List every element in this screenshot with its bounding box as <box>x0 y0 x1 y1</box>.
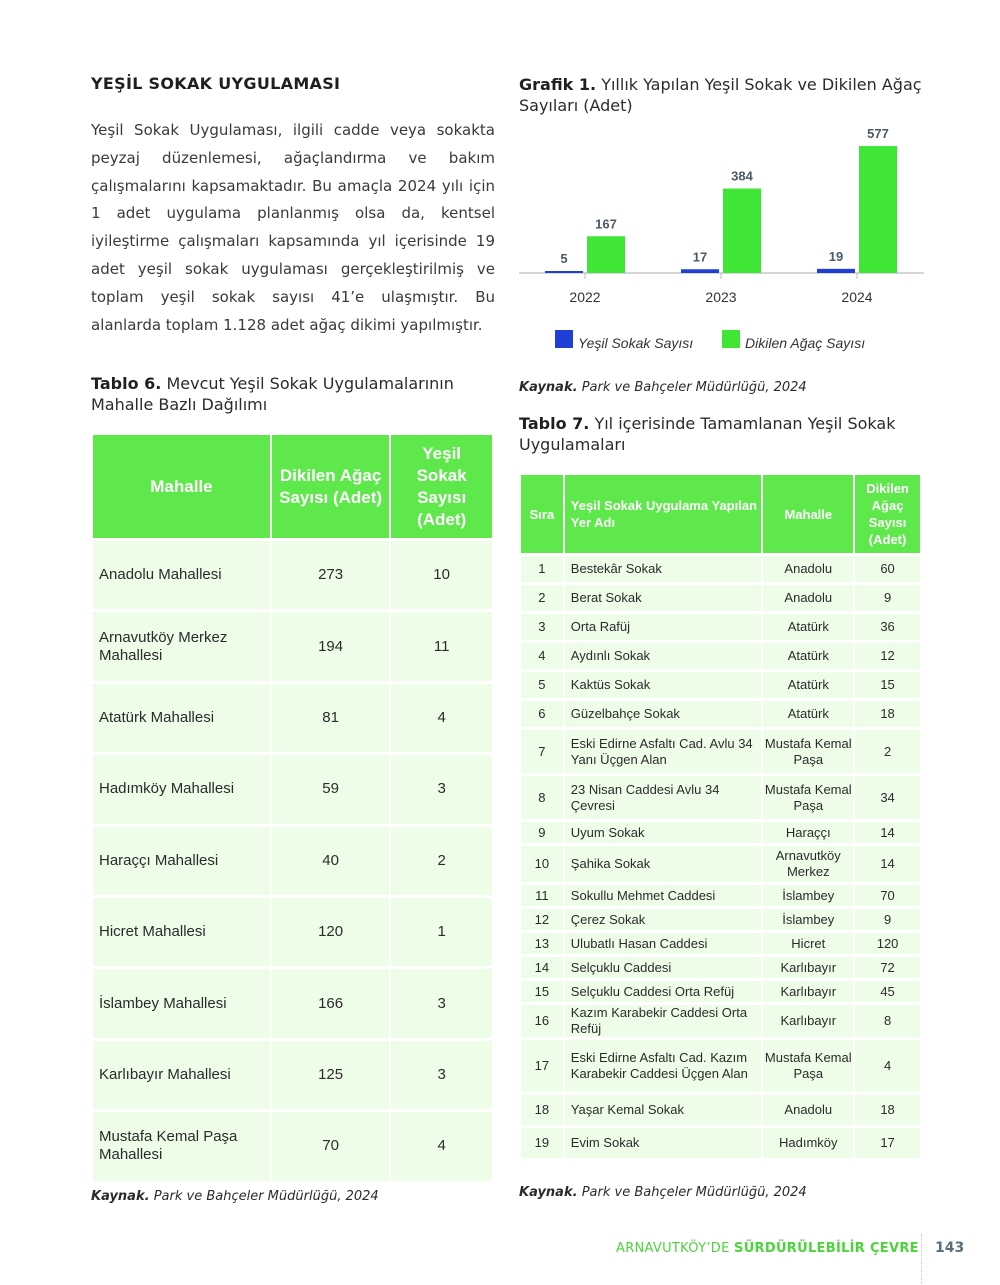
table7-cell-sira: 7 <box>521 730 563 773</box>
table7-row <box>521 909 920 930</box>
table7-row <box>521 957 920 978</box>
table6-cell-agac: 194 <box>272 612 389 680</box>
table7-cell-agac: 18 <box>855 701 920 727</box>
footer-bold: SÜRDÜRÜLEBİLİR ÇEVRE <box>734 1241 919 1256</box>
table6-header-mahalle: Mahalle <box>93 435 270 538</box>
table6-cell-mahalle: Hicret Mahallesi <box>93 898 270 966</box>
table7-cell-yer: Selçuklu Caddesi <box>565 957 762 978</box>
table7-cell-yer: Eski Edirne Asfaltı Cad. Avlu 34 Yanı Üçgen Alan <box>565 730 762 773</box>
table6-cell-sokak: 4 <box>391 1112 492 1180</box>
table7-cell-mahalle: Arnavutköy Merkez <box>763 846 853 882</box>
table7-cell-mahalle: Hadımköy <box>763 1128 853 1158</box>
table7-cell-sira: 13 <box>521 933 563 954</box>
table7-source-text: Park ve Bahçeler Müdürlüğü, 2024 <box>581 1185 807 1200</box>
legend-swatch-dikilen-agac <box>722 330 740 348</box>
table7-cell-yer: Evim Sokak <box>565 1128 762 1158</box>
table6-cell-mahalle: Haraççı Mahallesi <box>93 827 270 895</box>
data-label: 577 <box>867 126 889 142</box>
table6-cell-agac: 125 <box>272 1041 389 1109</box>
table6-cell-agac: 273 <box>272 541 389 609</box>
table7-cell-yer: Kazım Karabekir Caddesi Orta Refüj <box>565 1005 762 1037</box>
table7-header-mahalle: Mahalle <box>763 475 853 553</box>
table7-cell-agac: 9 <box>855 909 920 930</box>
table7-header-row <box>521 475 920 553</box>
table7-header-sira: Sıra <box>521 475 563 553</box>
data-label: 19 <box>828 248 844 264</box>
table7-cell-agac: 34 <box>855 776 920 819</box>
chart-caption-label: Grafik 1. <box>519 75 597 94</box>
legend-label-dikilen-agac: Dikilen Ağaç Sayısı <box>745 335 866 351</box>
table7-cell-mahalle: Atatürk <box>763 614 853 640</box>
bar-chart <box>519 122 929 362</box>
table7-cell-mahalle: Mustafa Kemal Paşa <box>763 776 853 819</box>
chart-source <box>519 380 807 395</box>
table6-cell-agac: 81 <box>272 684 389 752</box>
chart-source-label: Kaynak. <box>519 380 578 395</box>
table6-cell-sokak: 3 <box>391 969 492 1037</box>
table6-cell-agac: 59 <box>272 755 389 823</box>
table6-caption-text: Mevcut Yeşil Sokak Uygulamalarının Mahalle Bazlı Dağılımı <box>91 374 454 414</box>
table7-cell-sira: 1 <box>521 556 563 582</box>
x-tick-label: 2022 <box>569 289 601 305</box>
table7 <box>519 472 922 1161</box>
bar-yesil-sokak <box>545 271 583 273</box>
table7-row <box>521 701 920 727</box>
table7-cell-yer: Aydınlı Sokak <box>565 643 762 669</box>
table6-cell-mahalle: Atatürk Mahallesi <box>93 684 270 752</box>
table6-row <box>93 1112 492 1180</box>
table7-cell-yer: Kaktüs Sokak <box>565 672 762 698</box>
table7-cell-sira: 11 <box>521 885 563 906</box>
table7-row <box>521 730 920 773</box>
table7-cell-yer: Sokullu Mehmet Caddesi <box>565 885 762 906</box>
legend-swatch-yesil-sokak <box>555 330 573 348</box>
table7-cell-agac: 17 <box>855 1128 920 1158</box>
table7-row <box>521 776 920 819</box>
table6-body <box>93 541 492 1181</box>
table7-row <box>521 643 920 669</box>
table6-row <box>93 755 492 823</box>
chart-caption <box>519 74 929 116</box>
bar-dikilen-agac <box>723 189 761 273</box>
x-tick-label: 2024 <box>841 289 873 305</box>
table7-cell-agac: 72 <box>855 957 920 978</box>
data-label: 167 <box>595 216 617 232</box>
table6-cell-agac: 70 <box>272 1112 389 1180</box>
table7-cell-mahalle: Anadolu <box>763 1095 853 1125</box>
table7-row <box>521 933 920 954</box>
table7-cell-yer: Berat Sokak <box>565 585 762 611</box>
table7-cell-agac: 14 <box>855 846 920 882</box>
table7-cell-agac: 60 <box>855 556 920 582</box>
table6-caption-label: Tablo 6. <box>91 374 162 393</box>
table7-cell-mahalle: Karlıbayır <box>763 1005 853 1037</box>
table7-row <box>521 1128 920 1158</box>
table6-caption <box>91 373 495 415</box>
table7-cell-yer: Güzelbahçe Sokak <box>565 701 762 727</box>
table7-cell-agac: 45 <box>855 981 920 1002</box>
table6-cell-agac: 120 <box>272 898 389 966</box>
legend-label-yesil-sokak: Yeşil Sokak Sayısı <box>578 335 694 351</box>
table6-row <box>93 612 492 680</box>
table7-cell-sira: 3 <box>521 614 563 640</box>
table7-cell-agac: 18 <box>855 1095 920 1125</box>
table7-caption-text: Yıl içerisinde Tamamlanan Yeşil Sokak Uygulamaları <box>519 414 896 454</box>
table6-source <box>91 1189 379 1204</box>
table7-cell-agac: 36 <box>855 614 920 640</box>
bar-dikilen-agac <box>859 146 897 273</box>
data-label: 384 <box>731 168 753 184</box>
footer-divider <box>921 1234 922 1284</box>
table6-cell-sokak: 10 <box>391 541 492 609</box>
table6-cell-agac: 166 <box>272 969 389 1037</box>
table7-cell-sira: 17 <box>521 1040 563 1092</box>
table7-cell-mahalle: İslambey <box>763 909 853 930</box>
table6-row <box>93 684 492 752</box>
page-number: 143 <box>935 1240 965 1256</box>
table7-cell-sira: 16 <box>521 1005 563 1037</box>
table7-cell-sira: 8 <box>521 776 563 819</box>
table6-header-agac: Dikilen Ağaç Sayısı (Adet) <box>272 435 389 538</box>
table7-cell-agac: 70 <box>855 885 920 906</box>
table7-cell-agac: 9 <box>855 585 920 611</box>
table7-cell-yer: Yaşar Kemal Sokak <box>565 1095 762 1125</box>
table6-row <box>93 1041 492 1109</box>
body-paragraph: Yeşil Sokak Uygulaması, ilgili cadde veya sokakta peyzaj düzenlemesi, ağaçlandırma ve bakım çalışmalarını kapsamaktadır. Bu amaçla 2024 yılı için 1 adet uygulama planlanmış olsa da, kentsel iyileştirme çalışmaları kapsamında yıl içerisinde 19 adet yeşil sokak uygulaması gerçekleştirilmiş ve toplam yeşil sokak sayısı 41’e ulaşmıştır. Bu alanlarda toplam 1.128 adet ağaç dikimi yapılmıştır. <box>91 121 495 334</box>
footer-title <box>616 1241 919 1256</box>
table7-body <box>521 556 920 1158</box>
table6-header-row <box>93 435 492 538</box>
table7-cell-sira: 15 <box>521 981 563 1002</box>
table7-cell-mahalle: Mustafa Kemal Paşa <box>763 1040 853 1092</box>
data-label: 5 <box>560 251 568 266</box>
table7-cell-sira: 19 <box>521 1128 563 1158</box>
table7-row <box>521 885 920 906</box>
table7-cell-mahalle: Hicret <box>763 933 853 954</box>
chart-caption-text: Yıllık Yapılan Yeşil Sokak ve Dikilen Ağaç Sayıları (Adet) <box>519 75 922 115</box>
table6-source-text: Park ve Bahçeler Müdürlüğü, 2024 <box>153 1189 379 1204</box>
table7-cell-mahalle: İslambey <box>763 885 853 906</box>
table7-row <box>521 1040 920 1092</box>
table7-row <box>521 1095 920 1125</box>
table6-row <box>93 827 492 895</box>
data-label: 17 <box>692 249 708 265</box>
table7-header-yer: Yeşil Sokak Uygulama Yapılan Yer Adı <box>565 475 762 553</box>
table7-cell-yer: Uyum Sokak <box>565 822 762 843</box>
table7-cell-sira: 2 <box>521 585 563 611</box>
table7-cell-yer: Çerez Sokak <box>565 909 762 930</box>
table7-cell-agac: 12 <box>855 643 920 669</box>
table6-header-sokak: Yeşil Sokak Sayısı (Adet) <box>391 435 492 538</box>
bar-yesil-sokak <box>817 269 855 273</box>
table7-cell-agac: 4 <box>855 1040 920 1092</box>
table7-cell-sira: 12 <box>521 909 563 930</box>
table7-cell-sira: 5 <box>521 672 563 698</box>
table7-cell-mahalle: Atatürk <box>763 672 853 698</box>
table6-cell-mahalle: Anadolu Mahallesi <box>93 541 270 609</box>
table7-cell-yer: Ulubatlı Hasan Caddesi <box>565 933 762 954</box>
table6-cell-mahalle: Karlıbayır Mahallesi <box>93 1041 270 1109</box>
table7-cell-sira: 4 <box>521 643 563 669</box>
table6-cell-sokak: 3 <box>391 755 492 823</box>
table7-cell-agac: 8 <box>855 1005 920 1037</box>
table7-source <box>519 1185 807 1200</box>
table7-cell-sira: 6 <box>521 701 563 727</box>
table7-cell-agac: 14 <box>855 822 920 843</box>
table6-cell-mahalle: İslambey Mahallesi <box>93 969 270 1037</box>
table7-row <box>521 585 920 611</box>
chart-source-text: Park ve Bahçeler Müdürlüğü, 2024 <box>581 380 807 395</box>
table7-cell-mahalle: Anadolu <box>763 556 853 582</box>
table6-cell-agac: 40 <box>272 827 389 895</box>
table6-cell-sokak: 3 <box>391 1041 492 1109</box>
table7-cell-sira: 18 <box>521 1095 563 1125</box>
footer-prefix: ARNAVUTKÖY’DE <box>616 1241 735 1256</box>
table7-cell-yer: Selçuklu Caddesi Orta Refüj <box>565 981 762 1002</box>
table6-cell-mahalle: Arnavutköy Merkez Mahallesi <box>93 612 270 680</box>
x-tick-label: 2023 <box>705 289 737 305</box>
table6-row <box>93 541 492 609</box>
table7-source-label: Kaynak. <box>519 1185 578 1200</box>
table7-cell-yer: 23 Nisan Caddesi Avlu 34 Çevresi <box>565 776 762 819</box>
table7-cell-mahalle: Mustafa Kemal Paşa <box>763 730 853 773</box>
table7-cell-agac: 120 <box>855 933 920 954</box>
table6-cell-sokak: 4 <box>391 684 492 752</box>
table6-cell-mahalle: Hadımköy Mahallesi <box>93 755 270 823</box>
table7-row <box>521 556 920 582</box>
table7-cell-yer: Eski Edirne Asfaltı Cad. Kazım Karabekir Caddesi Üçgen Alan <box>565 1040 762 1092</box>
table7-caption <box>519 413 923 455</box>
table7-row <box>521 1005 920 1037</box>
table7-cell-sira: 14 <box>521 957 563 978</box>
table6-source-label: Kaynak. <box>91 1189 150 1204</box>
table7-cell-yer: Şahika Sokak <box>565 846 762 882</box>
table6-cell-sokak: 1 <box>391 898 492 966</box>
table7-row <box>521 822 920 843</box>
section-title: YEŞİL SOKAK UYGULAMASI <box>91 74 341 93</box>
table6-cell-sokak: 2 <box>391 827 492 895</box>
table7-cell-mahalle: Karlıbayır <box>763 957 853 978</box>
table7-cell-sira: 9 <box>521 822 563 843</box>
table7-cell-yer: Bestekâr Sokak <box>565 556 762 582</box>
table6-cell-mahalle: Mustafa Kemal Paşa Mahallesi <box>93 1112 270 1180</box>
table6-row <box>93 898 492 966</box>
table7-row <box>521 614 920 640</box>
table7-cell-agac: 15 <box>855 672 920 698</box>
table7-row <box>521 981 920 1002</box>
table7-cell-mahalle: Atatürk <box>763 701 853 727</box>
table6 <box>91 432 494 1184</box>
table7-cell-yer: Orta Rafüj <box>565 614 762 640</box>
table7-cell-mahalle: Haraççı <box>763 822 853 843</box>
bar-dikilen-agac <box>587 236 625 273</box>
table6-row <box>93 969 492 1037</box>
table6-cell-sokak: 11 <box>391 612 492 680</box>
table7-row <box>521 672 920 698</box>
table7-cell-sira: 10 <box>521 846 563 882</box>
table7-cell-mahalle: Atatürk <box>763 643 853 669</box>
table7-cell-agac: 2 <box>855 730 920 773</box>
table7-row <box>521 846 920 882</box>
table7-cell-mahalle: Karlıbayır <box>763 981 853 1002</box>
table7-cell-mahalle: Anadolu <box>763 585 853 611</box>
bar-yesil-sokak <box>681 269 719 273</box>
table7-header-agac: Dikilen Ağaç Sayısı (Adet) <box>855 475 920 553</box>
table7-caption-label: Tablo 7. <box>519 414 590 433</box>
